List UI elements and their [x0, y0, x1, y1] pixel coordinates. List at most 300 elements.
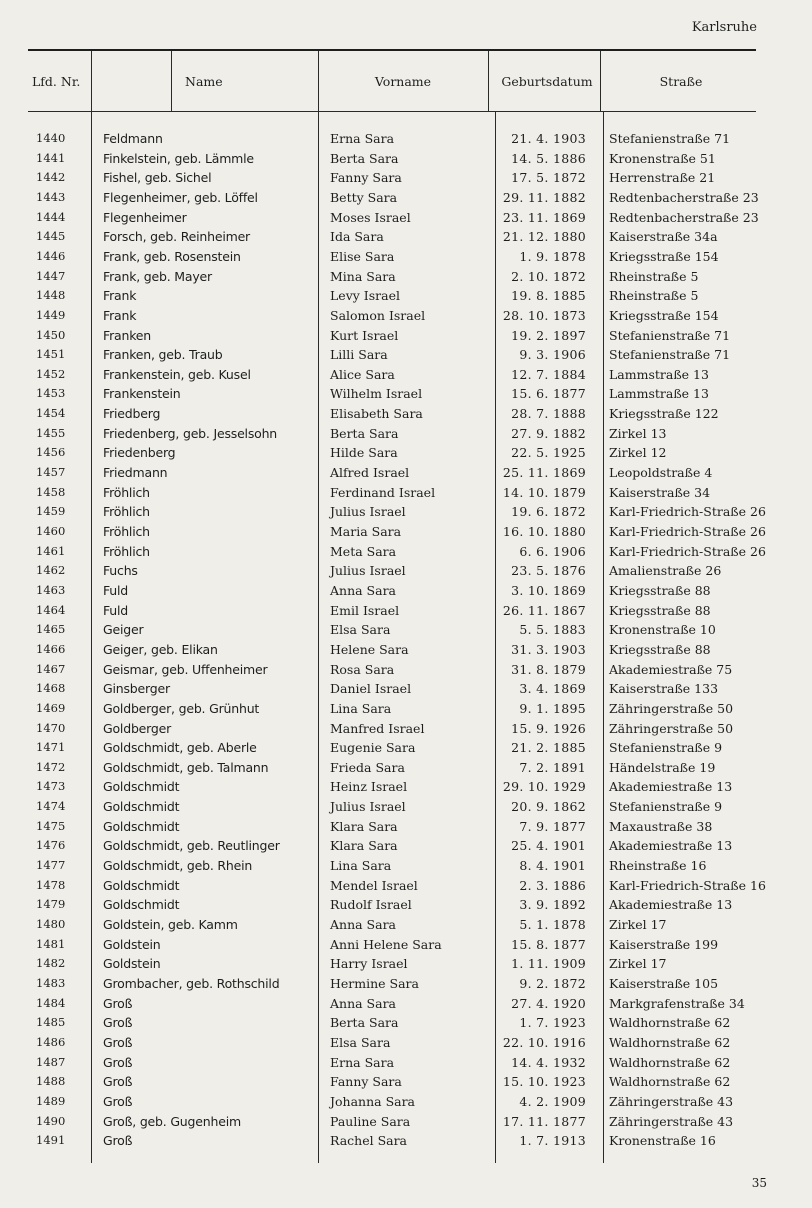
- cell-nr: 1441: [36, 150, 66, 165]
- table-row: [0, 306, 812, 326]
- cell-geburtsdatum: 20. 9. 1862: [511, 799, 586, 815]
- cell-name: Goldschmidt: [103, 799, 180, 815]
- table-row: [0, 345, 812, 365]
- cell-geburtsdatum: 4. 2. 1909: [519, 1093, 586, 1109]
- cell-nr: 1440: [36, 131, 66, 145]
- cell-vorname: Hermine Sara: [330, 975, 419, 991]
- cell-geburtsdatum: 8. 4. 1901: [519, 858, 586, 874]
- cell-name: Goldschmidt, geb. Reutlinger: [103, 838, 280, 854]
- cell-nr: 1473: [36, 779, 66, 794]
- cell-nr: 1479: [36, 897, 66, 912]
- cell-nr: 1461: [36, 543, 66, 558]
- cell-geburtsdatum: 9. 3. 1906: [519, 347, 586, 363]
- table-row: [0, 424, 812, 444]
- cell-vorname: Berta Sara: [330, 425, 399, 441]
- cell-strasse: Zirkel 12: [609, 445, 667, 461]
- table-row: [0, 188, 812, 208]
- cell-strasse: Markgrafenstraße 34: [609, 995, 745, 1011]
- table-row: [0, 542, 812, 562]
- cell-geburtsdatum: 2. 3. 1886: [519, 877, 586, 893]
- cell-name: Flegenheimer: [103, 209, 187, 225]
- cell-vorname: Helene Sara: [330, 641, 409, 657]
- cell-strasse: Akademiestraße 13: [609, 897, 733, 913]
- cell-name: Friedenberg, geb. Jesselsohn: [103, 425, 278, 441]
- table-row: [0, 1112, 812, 1132]
- cell-name: Geismar, geb. Uffenheimer: [103, 661, 268, 677]
- cell-name: Geiger: [103, 622, 144, 638]
- cell-geburtsdatum: 9. 2. 1872: [519, 975, 586, 991]
- cell-vorname: Eugenie Sara: [330, 740, 416, 756]
- cell-strasse: Zähringerstraße 50: [609, 720, 734, 736]
- cell-vorname: Lina Sara: [330, 700, 392, 716]
- cell-nr: 1486: [36, 1034, 66, 1049]
- cell-nr: 1487: [36, 1054, 66, 1069]
- cell-geburtsdatum: 15. 10. 1923: [502, 1074, 586, 1090]
- cell-vorname: Harry Israel: [330, 956, 408, 972]
- cell-nr: 1448: [36, 288, 66, 303]
- cell-strasse: Rheinstraße 5: [609, 268, 699, 284]
- cell-nr: 1482: [36, 956, 66, 971]
- cell-name: Ginsberger: [103, 681, 170, 697]
- cell-name: Goldstein: [103, 956, 161, 972]
- cell-geburtsdatum: 1. 9. 1878: [519, 248, 586, 264]
- table-row: [0, 404, 812, 424]
- cell-vorname: Kurt Israel: [330, 327, 399, 343]
- header-strasse: Straße: [659, 73, 703, 89]
- cell-vorname: Alice Sara: [330, 366, 395, 382]
- cell-vorname: Rosa Sara: [330, 661, 395, 677]
- cell-nr: 1444: [36, 209, 66, 224]
- cell-name: Grombacher, geb. Rothschild: [103, 975, 280, 991]
- cell-vorname: Maria Sara: [330, 524, 402, 539]
- table-row: [0, 326, 812, 346]
- table-row: [0, 601, 812, 621]
- cell-name: Fuld: [103, 602, 129, 618]
- cell-name: Fröhlich: [103, 504, 150, 520]
- cell-strasse: Lammstraße 13: [609, 386, 709, 402]
- cell-name: Goldschmidt: [103, 897, 180, 913]
- cell-nr: 1468: [36, 681, 66, 696]
- cell-strasse: Stefanienstraße 71: [609, 347, 731, 363]
- cell-name: Goldstein, geb. Kamm: [103, 917, 238, 932]
- table-row: [0, 738, 812, 758]
- cell-geburtsdatum: 14. 5. 1886: [511, 150, 586, 166]
- cell-geburtsdatum: 23. 5. 1876: [511, 563, 586, 579]
- cell-vorname: Mendel Israel: [330, 877, 418, 893]
- cell-nr: 1446: [36, 248, 66, 263]
- cell-vorname: Levy Israel: [330, 288, 400, 304]
- cell-strasse: Zirkel 17: [609, 917, 667, 932]
- table-row: [0, 836, 812, 856]
- cell-geburtsdatum: 15. 8. 1877: [511, 936, 586, 952]
- cell-nr: 1456: [36, 445, 66, 460]
- table-row: [0, 581, 812, 601]
- cell-name: Frank, geb. Rosenstein: [103, 248, 241, 264]
- cell-vorname: Berta Sara: [330, 150, 399, 166]
- table-row: [0, 502, 812, 522]
- cell-geburtsdatum: 25. 4. 1901: [511, 838, 586, 854]
- table-row: [0, 286, 812, 306]
- cell-vorname: Rudolf Israel: [330, 897, 412, 913]
- table-row: [0, 699, 812, 719]
- table-row: [0, 561, 812, 581]
- cell-strasse: Kaiserstraße 133: [609, 681, 719, 697]
- cell-geburtsdatum: 5. 5. 1883: [519, 622, 586, 638]
- cell-name: Groß: [103, 1034, 133, 1050]
- table-row: [0, 640, 812, 660]
- cell-name: Finkelstein, geb. Lämmle: [103, 150, 254, 166]
- cell-geburtsdatum: 15. 6. 1877: [511, 386, 586, 402]
- cell-strasse: Händelstraße 19: [609, 759, 716, 775]
- cell-name: Flegenheimer, geb. Löffel: [103, 189, 258, 205]
- table-row: [0, 620, 812, 640]
- cell-strasse: Rheinstraße 5: [609, 288, 699, 304]
- cell-geburtsdatum: 7. 9. 1877: [519, 818, 586, 834]
- cell-strasse: Waldhornstraße 62: [609, 1074, 731, 1090]
- cell-strasse: Redtenbacherstraße 23: [609, 209, 759, 225]
- cell-strasse: Stefanienstraße 71: [609, 131, 731, 146]
- cell-geburtsdatum: 5. 1. 1878: [519, 917, 586, 932]
- cell-vorname: Mina Sara: [330, 268, 396, 284]
- cell-nr: 1480: [36, 917, 66, 931]
- cell-name: Groß, geb. Gugenheim: [103, 1113, 241, 1129]
- cell-vorname: Lina Sara: [330, 858, 392, 874]
- cell-name: Geiger, geb. Elikan: [103, 641, 218, 657]
- cell-name: Goldschmidt: [103, 877, 180, 893]
- cell-name: Groß: [103, 1054, 133, 1070]
- cell-name: Goldberger, geb. Grünhut: [103, 700, 260, 716]
- cell-nr: 1489: [36, 1093, 66, 1108]
- cell-vorname: Pauline Sara: [330, 1113, 411, 1129]
- table-row: [0, 1092, 812, 1112]
- cell-vorname: Anni Helene Sara: [330, 936, 442, 952]
- cell-nr: 1451: [36, 347, 66, 362]
- cell-strasse: Kronenstraße 51: [609, 150, 716, 166]
- cell-nr: 1474: [36, 799, 66, 814]
- cell-strasse: Kriegsstraße 154: [609, 248, 719, 264]
- cell-strasse: Rheinstraße 16: [609, 858, 707, 874]
- cell-vorname: Betty Sara: [330, 189, 398, 205]
- cell-vorname: Johanna Sara: [330, 1093, 416, 1109]
- cell-name: Fuchs: [103, 563, 138, 579]
- cell-nr: 1453: [36, 386, 66, 401]
- table-row: [0, 954, 812, 974]
- cell-geburtsdatum: 9. 1. 1895: [519, 700, 586, 716]
- cell-strasse: Zähringerstraße 43: [609, 1113, 734, 1129]
- table-row: [0, 129, 812, 149]
- table-row: [0, 1072, 812, 1092]
- cell-strasse: Kaiserstraße 34a: [609, 229, 718, 245]
- cell-nr: 1449: [36, 307, 66, 322]
- cell-geburtsdatum: 28. 10. 1873: [502, 307, 586, 323]
- cell-nr: 1471: [36, 740, 66, 755]
- cell-geburtsdatum: 26. 11. 1867: [502, 602, 586, 618]
- table-row: [0, 365, 812, 385]
- cell-strasse: Kriegsstraße 88: [609, 602, 711, 618]
- cell-name: Frank, geb. Mayer: [103, 268, 212, 284]
- cell-geburtsdatum: 27. 9. 1882: [511, 425, 586, 441]
- cell-name: Goldschmidt: [103, 818, 180, 834]
- cell-name: Groß: [103, 995, 133, 1011]
- table-row: [0, 719, 812, 739]
- cell-nr: 1462: [36, 563, 66, 578]
- cell-geburtsdatum: 1. 11. 1909: [511, 956, 586, 972]
- cell-geburtsdatum: 21. 2. 1885: [511, 740, 586, 756]
- cell-nr: 1464: [36, 602, 66, 617]
- cell-nr: 1466: [36, 641, 66, 656]
- cell-vorname: Moses Israel: [330, 209, 411, 225]
- table-row: [0, 856, 812, 876]
- cell-nr: 1463: [36, 582, 66, 597]
- cell-geburtsdatum: 2. 10. 1872: [511, 268, 586, 284]
- table-row: [0, 876, 812, 896]
- cell-geburtsdatum: 28. 7. 1888: [511, 406, 586, 422]
- cell-name: Groß: [103, 1074, 133, 1090]
- cell-vorname: Manfred Israel: [330, 720, 425, 736]
- table-row: [0, 443, 812, 463]
- cell-strasse: Stefanienstraße 9: [609, 740, 723, 756]
- table-row: [0, 974, 812, 994]
- cell-strasse: Karl-Friedrich-Straße 26: [609, 524, 766, 539]
- cell-vorname: Heinz Israel: [330, 779, 408, 795]
- table-row: [0, 817, 812, 837]
- cell-strasse: Stefanienstraße 71: [609, 327, 731, 343]
- cell-geburtsdatum: 21. 4. 1903: [511, 131, 586, 146]
- cell-nr: 1469: [36, 700, 66, 715]
- header-geburtsdatum: Geburtsdatum: [501, 73, 593, 89]
- cell-vorname: Ida Sara: [330, 229, 384, 245]
- header-nr: Lfd. Nr.: [32, 73, 81, 89]
- cell-vorname: Anna Sara: [330, 917, 396, 932]
- cell-strasse: Stefanienstraße 9: [609, 799, 723, 815]
- cell-strasse: Akademiestraße 75: [609, 661, 733, 677]
- cell-name: Frank: [103, 288, 137, 304]
- table-header: [28, 52, 756, 110]
- cell-nr: 1470: [36, 720, 66, 735]
- cell-nr: 1450: [36, 327, 66, 342]
- cell-vorname: Julius Israel: [330, 504, 406, 520]
- cell-vorname: Elisabeth Sara: [330, 406, 423, 422]
- cell-vorname: Salomon Israel: [330, 307, 426, 323]
- table-row: [0, 384, 812, 404]
- cell-geburtsdatum: 7. 2. 1891: [519, 759, 586, 775]
- cell-geburtsdatum: 17. 11. 1877: [502, 1113, 586, 1129]
- cell-nr: 1483: [36, 975, 66, 990]
- header-divider: [91, 51, 92, 111]
- cell-geburtsdatum: 3. 9. 1892: [519, 897, 586, 913]
- cell-strasse: Kriegsstraße 88: [609, 641, 711, 657]
- cell-vorname: Julius Israel: [330, 799, 406, 815]
- cell-name: Fishel, geb. Sichel: [103, 170, 212, 186]
- cell-nr: 1478: [36, 877, 66, 892]
- cell-geburtsdatum: 19. 8. 1885: [511, 288, 586, 304]
- cell-geburtsdatum: 17. 5. 1872: [511, 170, 586, 186]
- cell-strasse: Kronenstraße 10: [609, 622, 716, 638]
- cell-strasse: Leopoldstraße 4: [609, 465, 713, 481]
- cell-geburtsdatum: 14. 4. 1932: [511, 1054, 586, 1070]
- cell-name: Friedberg: [103, 406, 161, 422]
- cell-strasse: Kaiserstraße 199: [609, 936, 719, 952]
- cell-vorname: Anna Sara: [330, 995, 396, 1011]
- cell-nr: 1457: [36, 465, 66, 480]
- cell-vorname: Fanny Sara: [330, 170, 402, 186]
- cell-nr: 1490: [36, 1113, 66, 1128]
- cell-strasse: Redtenbacherstraße 23: [609, 189, 759, 205]
- cell-nr: 1452: [36, 366, 66, 381]
- cell-nr: 1458: [36, 484, 66, 499]
- cell-nr: 1459: [36, 504, 66, 519]
- cell-vorname: Erna Sara: [330, 131, 395, 146]
- cell-strasse: Kronenstraße 16: [609, 1133, 716, 1149]
- cell-nr: 1485: [36, 1015, 66, 1030]
- cell-name: Goldschmidt, geb. Talmann: [103, 759, 269, 775]
- cell-geburtsdatum: 27. 4. 1920: [511, 995, 586, 1011]
- cell-strasse: Waldhornstraße 62: [609, 1034, 731, 1050]
- table-row: [0, 1131, 812, 1151]
- header-vorname: Vorname: [374, 73, 432, 89]
- cell-strasse: Karl-Friedrich-Straße 26: [609, 504, 766, 520]
- cell-nr: 1491: [36, 1133, 66, 1148]
- cell-strasse: Kriegsstraße 154: [609, 307, 719, 323]
- cell-vorname: Elsa Sara: [330, 1034, 391, 1050]
- cell-strasse: Waldhornstraße 62: [609, 1054, 731, 1070]
- table-row: [0, 994, 812, 1014]
- cell-geburtsdatum: 3. 10. 1869: [511, 582, 586, 598]
- cell-vorname: Klara Sara: [330, 838, 398, 854]
- cell-nr: 1445: [36, 229, 66, 244]
- cell-vorname: Alfred Israel: [330, 465, 410, 481]
- cell-vorname: Elsa Sara: [330, 622, 391, 638]
- cell-geburtsdatum: 1. 7. 1923: [519, 1015, 586, 1031]
- header-divider: [488, 51, 489, 111]
- cell-name: Frank: [103, 307, 137, 323]
- table-row: [0, 149, 812, 169]
- table-row: [0, 679, 812, 699]
- cell-nr: 1476: [36, 838, 66, 853]
- table-row: [0, 168, 812, 188]
- table-row: [0, 660, 812, 680]
- cell-strasse: Karl-Friedrich-Straße 16: [609, 877, 766, 893]
- table-row: [0, 895, 812, 915]
- cell-vorname: Hilde Sara: [330, 445, 398, 461]
- cell-geburtsdatum: 12. 7. 1884: [511, 366, 586, 382]
- cell-nr: 1481: [36, 936, 66, 951]
- cell-name: Goldstein: [103, 936, 161, 952]
- cell-nr: 1465: [36, 622, 66, 637]
- table-row: [0, 915, 812, 935]
- cell-name: Fröhlich: [103, 543, 150, 559]
- cell-geburtsdatum: 14. 10. 1879: [502, 484, 586, 500]
- cell-vorname: Meta Sara: [330, 543, 397, 559]
- cell-nr: 1447: [36, 268, 66, 283]
- header-name: Name: [185, 73, 223, 89]
- cell-nr: 1467: [36, 661, 66, 676]
- top-rule: [28, 49, 756, 51]
- cell-strasse: Akademiestraße 13: [609, 838, 733, 854]
- cell-geburtsdatum: 31. 3. 1903: [511, 641, 586, 657]
- cell-strasse: Waldhornstraße 62: [609, 1015, 731, 1031]
- cell-strasse: Akademiestraße 13: [609, 779, 733, 795]
- cell-geburtsdatum: 6. 6. 1906: [519, 543, 586, 559]
- cell-nr: 1488: [36, 1074, 66, 1089]
- cell-name: Franken: [103, 327, 152, 343]
- cell-geburtsdatum: 19. 2. 1897: [511, 327, 586, 343]
- cell-vorname: Julius Israel: [330, 563, 406, 579]
- table-row: [0, 935, 812, 955]
- cell-strasse: Zähringerstraße 43: [609, 1093, 734, 1109]
- header-rule: [28, 111, 756, 112]
- cell-name: Friedenberg: [103, 445, 176, 461]
- table-row: [0, 463, 812, 483]
- cell-name: Fröhlich: [103, 484, 150, 500]
- cell-vorname: Klara Sara: [330, 818, 398, 834]
- cell-name: Forsch, geb. Reinheimer: [103, 229, 250, 245]
- table-row: [0, 267, 812, 287]
- cell-vorname: Berta Sara: [330, 1015, 399, 1031]
- cell-strasse: Kriegsstraße 122: [609, 406, 719, 422]
- cell-strasse: Herrenstraße 21: [609, 170, 716, 186]
- cell-vorname: Fanny Sara: [330, 1074, 402, 1090]
- cell-vorname: Emil Israel: [330, 602, 400, 618]
- cell-nr: 1442: [36, 170, 66, 185]
- cell-nr: 1475: [36, 818, 66, 833]
- cell-vorname: Frieda Sara: [330, 759, 405, 775]
- cell-geburtsdatum: 19. 6. 1872: [511, 504, 586, 520]
- header-divider: [171, 51, 172, 111]
- cell-geburtsdatum: 1. 7. 1913: [519, 1133, 586, 1149]
- cell-strasse: Kaiserstraße 105: [609, 975, 719, 991]
- cell-name: Goldschmidt, geb. Rhein: [103, 858, 253, 874]
- cell-strasse: Lammstraße 13: [609, 366, 709, 382]
- page-number: 35: [751, 1176, 767, 1190]
- cell-name: Goldschmidt, geb. Aberle: [103, 740, 257, 756]
- cell-strasse: Zirkel 13: [609, 425, 667, 441]
- cell-nr: 1484: [36, 995, 66, 1010]
- table-row: [0, 758, 812, 778]
- cell-nr: 1454: [36, 406, 66, 421]
- cell-nr: 1443: [36, 189, 66, 204]
- cell-nr: 1472: [36, 759, 66, 774]
- cell-nr: 1460: [36, 524, 66, 538]
- cell-nr: 1477: [36, 858, 66, 873]
- cell-geburtsdatum: 16. 10. 1880: [502, 524, 586, 539]
- cell-vorname: Wilhelm Israel: [330, 386, 423, 402]
- table-row: [0, 522, 812, 542]
- cell-vorname: Erna Sara: [330, 1054, 395, 1070]
- table-row: [0, 227, 812, 247]
- cell-geburtsdatum: 29. 11. 1882: [502, 189, 586, 205]
- table-row: [0, 483, 812, 503]
- cell-name: Fröhlich: [103, 524, 150, 539]
- cell-geburtsdatum: 3. 4. 1869: [519, 681, 586, 697]
- cell-name: Franken, geb. Traub: [103, 347, 223, 363]
- cell-name: Frankenstein: [103, 386, 181, 402]
- cell-geburtsdatum: 22. 5. 1925: [511, 445, 586, 461]
- cell-vorname: Anna Sara: [330, 582, 396, 598]
- table-row: [0, 797, 812, 817]
- cell-name: Goldberger: [103, 720, 172, 736]
- cell-vorname: Ferdinand Israel: [330, 484, 436, 500]
- cell-name: Friedmann: [103, 465, 168, 481]
- cell-strasse: Kaiserstraße 34: [609, 484, 711, 500]
- cell-geburtsdatum: 23. 11. 1869: [502, 209, 586, 225]
- cell-geburtsdatum: 22. 10. 1916: [502, 1034, 586, 1050]
- cell-geburtsdatum: 25. 11. 1869: [502, 465, 586, 481]
- table-row: [0, 208, 812, 228]
- cell-vorname: Rachel Sara: [330, 1133, 408, 1149]
- cell-nr: 1455: [36, 425, 66, 440]
- cell-geburtsdatum: 29. 10. 1929: [502, 779, 586, 795]
